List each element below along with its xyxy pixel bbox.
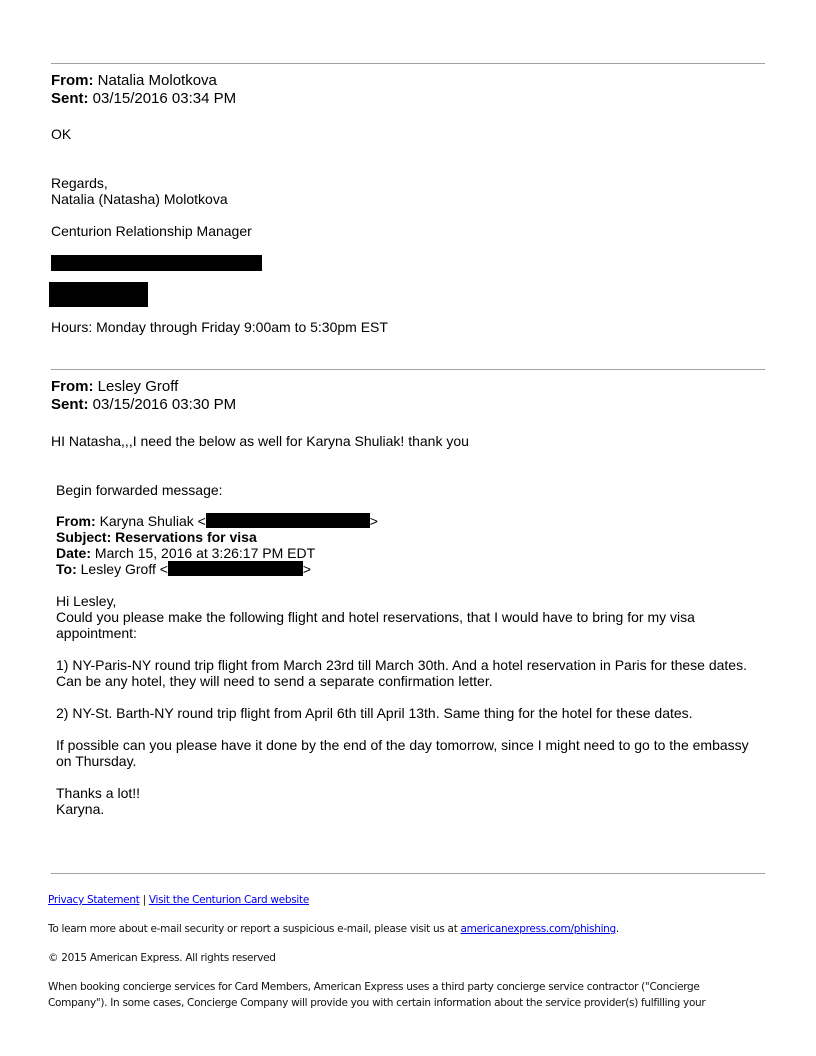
fwd-sender: Karyna Shuliak < — [99, 513, 206, 529]
centurion-website-link[interactable]: Visit the Centurion Card website — [148, 894, 309, 906]
redaction — [206, 513, 370, 528]
divider — [51, 63, 765, 64]
message-1-from — [51, 73, 217, 89]
sent-date: 03/15/2016 03:30 PM — [92, 396, 237, 413]
bracket: > — [369, 513, 378, 529]
body-line: Regards, — [51, 175, 108, 191]
sender-name: Lesley Groff — [97, 378, 179, 395]
security-text: To learn more about e-mail security or report a suspicious e-mail, please visit us at — [48, 923, 461, 935]
privacy-statement-link[interactable]: Privacy Statement — [48, 894, 140, 906]
redaction — [168, 561, 303, 576]
redaction — [51, 255, 262, 271]
body-line: Hours: Monday through Friday 9:00am to 5:30pm EST — [51, 319, 388, 335]
fwd-to — [56, 561, 311, 577]
from-label: From: — [51, 378, 94, 395]
sent-label: Sent: — [51, 396, 89, 413]
body-line: Hi Lesley, — [56, 593, 117, 609]
sent-date: 03/15/2016 03:34 PM — [92, 90, 237, 107]
body-line: OK — [51, 126, 72, 142]
from-label: From: — [51, 72, 94, 89]
body-line: Karyna. — [56, 801, 105, 817]
forwarded-intro: Begin forwarded message: — [56, 482, 223, 498]
body-line: Natalia (Natasha) Molotkova — [51, 191, 228, 207]
bracket: > — [302, 561, 312, 577]
copyright: © 2015 American Express. All rights reserved — [48, 952, 276, 964]
subject-label: Subject: — [56, 529, 112, 545]
sent-label: Sent: — [51, 90, 89, 107]
fwd-from — [56, 513, 378, 529]
body-line: Thanks a lot!! — [56, 785, 141, 801]
divider — [51, 369, 765, 370]
phishing-link[interactable]: americanexpress.com/phishing — [460, 923, 616, 935]
body-line: Can be any hotel, they will need to send a separate confirmation letter. — [56, 673, 493, 689]
message-2-sent — [51, 397, 236, 413]
divider — [51, 873, 765, 874]
message-1-sent — [51, 91, 236, 107]
fwd-date — [56, 545, 315, 561]
body-line: Could you please make the following flight and hotel reservations, that I would have to bring for my visa — [56, 609, 695, 625]
fwd-subject — [56, 529, 257, 545]
body-line: If possible can you please have it done by the end of the day tomorrow, since I might need to go to the embassy — [56, 737, 749, 753]
body-line: HI Natasha,,,I need the below as well for Karyna Shuliak! thank you — [51, 433, 469, 449]
disclaimer-line: Company"). In some cases, Concierge Company will provide you with certain information about the service provider(s) fulfilling your — [48, 997, 706, 1009]
disclaimer-line: When booking concierge services for Card Members, American Express uses a third party concierge service contractor ("Concierge — [48, 981, 700, 993]
recipient: Lesley Groff < — [80, 561, 168, 577]
body-line: 2) NY-St. Barth-NY round trip flight from April 6th till April 13th. Same thing for the hotel for these dates. — [56, 705, 693, 721]
message-2-from — [51, 379, 178, 395]
footer-links — [48, 892, 309, 908]
sender-name: Natalia Molotkova — [97, 72, 217, 89]
from-label: From: — [56, 513, 96, 529]
security-notice — [48, 921, 619, 937]
to-label: To: — [56, 561, 77, 577]
body-line: on Thursday. — [56, 753, 137, 769]
period: . — [615, 923, 619, 935]
body-line: 1) NY-Paris-NY round trip flight from March 23rd till March 30th. And a hotel reservation in Paris for these dates. — [56, 657, 747, 673]
subject: Reservations for visa — [115, 529, 257, 545]
body-line: appointment: — [56, 625, 137, 641]
body-line: Centurion Relationship Manager — [51, 223, 252, 239]
separator: | — [142, 894, 146, 906]
redaction — [49, 282, 148, 307]
date-label: Date: — [56, 545, 92, 561]
date: March 15, 2016 at 3:26:17 PM EDT — [94, 545, 316, 561]
